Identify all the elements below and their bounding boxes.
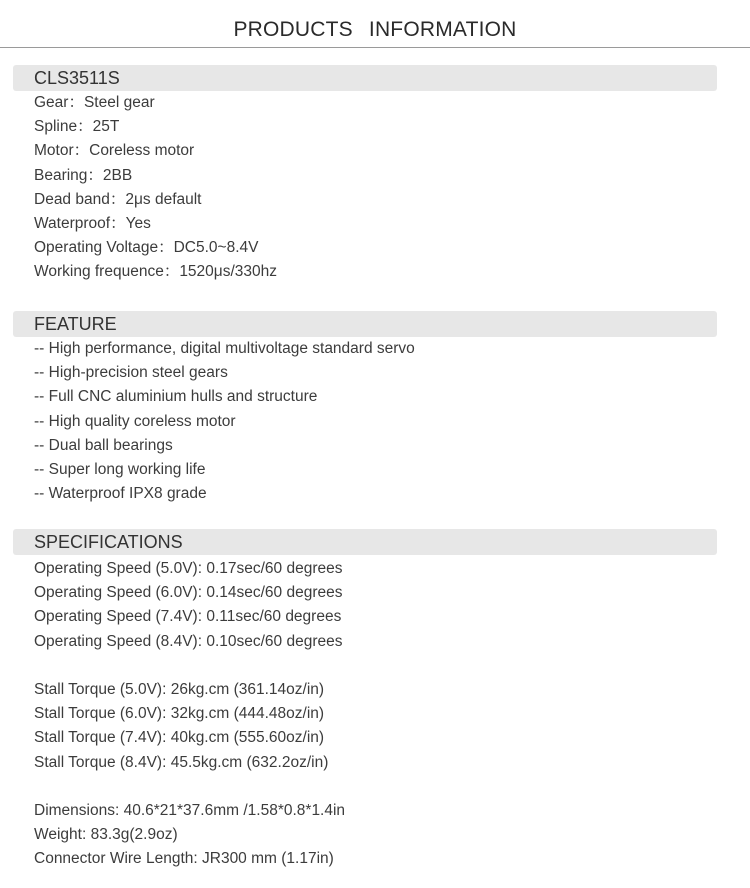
info-bearing: Bearing：2BB bbox=[34, 166, 133, 184]
spec-stall-torque: Stall Torque (7.4V): 40kg.cm (555.60oz/in) bbox=[34, 729, 325, 747]
spec-operating-speed: Operating Speed (6.0V): 0.14sec/60 degrees bbox=[34, 584, 343, 602]
info-dead-band: Dead band：2μs default bbox=[34, 190, 202, 208]
spec-stall-torque: Stall Torque (6.0V): 32kg.cm (444.48oz/in) bbox=[34, 705, 325, 723]
info-operating-voltage: Operating Voltage：DC5.0~8.4V bbox=[34, 239, 259, 257]
feature-item: -- High performance, digital multivoltage standard servo bbox=[34, 340, 415, 357]
feature-item: -- Full CNC aluminium hulls and structure bbox=[34, 388, 318, 406]
feature-item: -- Waterproof IPX8 grade bbox=[34, 485, 207, 503]
spec-weight: Weight: 83.3g(2.9oz) bbox=[34, 826, 178, 844]
spec-dimensions: Dimensions: 40.6*21*37.6mm /1.58*0.8*1.4in bbox=[34, 801, 346, 819]
spec-operating-speed: Operating Speed (7.4V): 0.11sec/60 degrees bbox=[34, 608, 342, 626]
spec-stall-torque: Stall Torque (5.0V): 26kg.cm (361.14oz/in) bbox=[34, 680, 325, 698]
info-motor: Motor：Coreless motor bbox=[34, 142, 195, 160]
feature-item: -- High-precision steel gears bbox=[34, 364, 228, 382]
spec-spacer bbox=[34, 775, 345, 799]
spec-connector-wire-length: Connector Wire Length: JR300 mm (1.17in) bbox=[34, 850, 334, 868]
product-model-heading: CLS3511S bbox=[34, 68, 120, 88]
feature-list bbox=[34, 337, 415, 506]
spec-operating-speed: Operating Speed (5.0V): 0.17sec/60 degrees bbox=[34, 560, 343, 577]
title-divider bbox=[0, 47, 750, 48]
specifications-header-bar bbox=[13, 529, 717, 555]
product-info-list bbox=[34, 91, 277, 285]
info-spline: Spline：25T bbox=[34, 118, 120, 136]
spec-operating-speed: Operating Speed (8.4V): 0.10sec/60 degrees bbox=[34, 632, 343, 650]
specifications-heading: SPECIFICATIONS bbox=[34, 532, 183, 552]
feature-item: -- High quality coreless motor bbox=[34, 412, 236, 430]
spec-spacer bbox=[34, 654, 345, 678]
page-title: PRODUCTS INFORMATION bbox=[233, 18, 517, 41]
feature-header-bar bbox=[13, 311, 717, 337]
feature-heading: FEATURE bbox=[34, 314, 117, 334]
info-working-frequence: Working frequence：1520μs/330hz bbox=[34, 263, 278, 281]
feature-item: -- Dual ball bearings bbox=[34, 436, 173, 454]
product-header-bar bbox=[13, 65, 717, 91]
specifications-list bbox=[34, 557, 345, 871]
info-gear: Gear：Steel gear bbox=[34, 94, 155, 111]
spec-stall-torque: Stall Torque (8.4V): 45.5kg.cm (632.2oz/in) bbox=[34, 753, 329, 771]
info-waterproof: Waterproof：Yes bbox=[34, 214, 151, 232]
feature-item: -- Super long working life bbox=[34, 460, 206, 478]
